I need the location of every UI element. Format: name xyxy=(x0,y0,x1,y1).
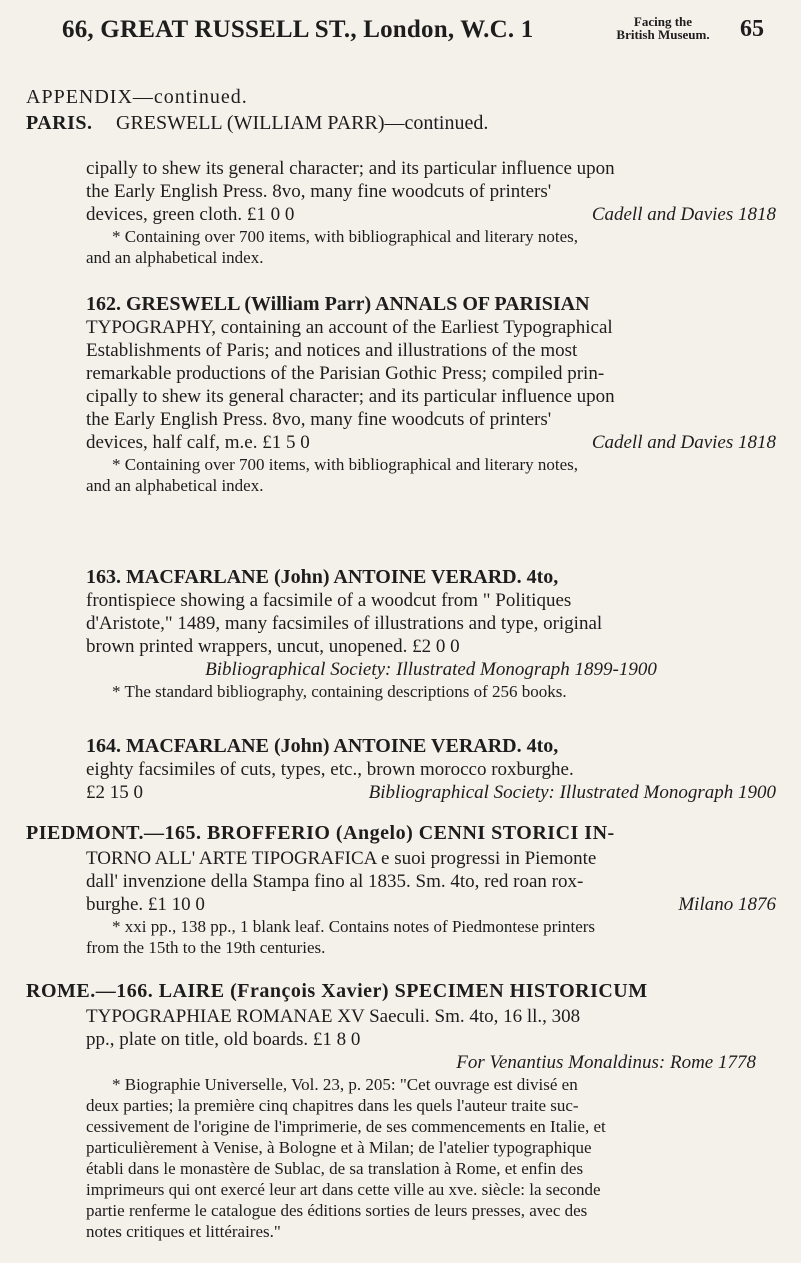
paris-heading: GRESWELL (WILLIAM PARR)—continued. xyxy=(116,112,489,134)
entry-title-line: 162. GRESWELL (William Parr) ANNALS OF PARISIAN xyxy=(86,293,590,315)
header-museum: British Museum. xyxy=(616,27,710,42)
note-line: and an alphabetical index. xyxy=(86,476,264,495)
entry-166 xyxy=(86,1005,776,1242)
header-facing: Facing the xyxy=(633,14,693,29)
entry-162 xyxy=(86,293,776,496)
text-line: TYPOGRAPHIAE ROMANAE XV Saeculi. Sm. 4to, 16 ll., 308 xyxy=(86,1006,581,1027)
running-header: 66, GREAT RUSSELL ST., London, W.C. 1 xyxy=(62,16,534,43)
note-line: and an alphabetical index. xyxy=(86,248,264,267)
text-line-with-imprint xyxy=(86,431,776,454)
price: £2 15 0 xyxy=(86,782,143,803)
entry-165 xyxy=(86,847,776,958)
entry-163 xyxy=(86,566,776,702)
entry-continued xyxy=(86,157,776,268)
publisher-line: For Venantius Monaldinus: Rome 1778 xyxy=(456,1052,756,1073)
page-number: 65 xyxy=(740,16,764,42)
text-line: remarkable productions of the Parisian Gothic Press; compiled prin- xyxy=(86,363,605,384)
text-line: eighty facsimiles of cuts, types, etc., brown morocco roxburghe. xyxy=(86,759,574,780)
text-line-with-imprint xyxy=(86,203,776,226)
note-line: * xxi pp., 138 pp., 1 blank leaf. Contains notes of Piedmontese printers xyxy=(112,917,596,936)
text-line: Establishments of Paris; and notices and illustrations of the most xyxy=(86,340,578,361)
text-line: frontispiece showing a facsimile of a woodcut from " Politiques xyxy=(86,590,572,611)
note-line: from the 15th to the 19th centuries. xyxy=(86,938,326,957)
note-line: cessivement de l'origine de l'imprimerie, de ses commencements en Italie, et xyxy=(86,1117,606,1136)
text-line: d'Aristote," 1489, many facsimiles of illustrations and type, original xyxy=(86,613,603,634)
entry-165-heading: PIEDMONT.—165. BROFFERIO (Angelo) CENNI STORICI IN- xyxy=(26,822,615,844)
text-line: burghe. £1 10 0 xyxy=(86,894,205,915)
text-line: devices, half calf, m.e. £1 5 0 xyxy=(86,432,310,453)
text-line: dall' invenzione della Stampa fino al 1835. Sm. 4to, red roan rox- xyxy=(86,871,584,892)
text-line: devices, green cloth. £1 0 0 xyxy=(86,204,295,225)
text-line-with-imprint xyxy=(86,781,776,804)
publisher-line: Bibliographical Society: Illustrated Monograph 1899-1900 xyxy=(205,659,657,680)
text-line: cipally to shew its general character; and its particular influence upon xyxy=(86,158,615,179)
note-line: * The standard bibliography, containing descriptions of 256 books. xyxy=(112,682,567,701)
text-line: TORNO ALL' ARTE TIPOGRAFICA e suoi progressi in Piemonte xyxy=(86,848,597,869)
text-line: cipally to shew its general character; and its particular influence upon xyxy=(86,386,615,407)
section-label-paris: PARIS. xyxy=(26,112,93,134)
imprint: Bibliographical Society: Illustrated Monograph 1900 xyxy=(368,782,776,803)
imprint: Cadell and Davies 1818 xyxy=(591,204,776,225)
note-line: * Containing over 700 items, with bibliographical and literary notes, xyxy=(112,227,578,246)
note-line: imprimeurs qui ont exercé leur art dans cette ville au xve. siècle: la seconde xyxy=(86,1180,601,1199)
text-line: pp., plate on title, old boards. £1 8 0 xyxy=(86,1029,361,1050)
entry-title-line: 164. MACFARLANE (John) ANTOINE VERARD. 4to, xyxy=(86,735,559,757)
note-line: partie renferme le catalogue des éditions sorties de leurs presses, avec des xyxy=(86,1201,588,1220)
imprint: Cadell and Davies 1818 xyxy=(591,432,776,453)
text-line: the Early English Press. 8vo, many fine woodcuts of printers' xyxy=(86,409,552,430)
note-line: particulièrement à Venise, à Bologne et à Milan; de l'atelier typographique xyxy=(86,1138,592,1157)
entry-title-line: 163. MACFARLANE (John) ANTOINE VERARD. 4to, xyxy=(86,566,559,588)
entry-164 xyxy=(86,735,776,804)
header-location-note xyxy=(608,15,718,41)
note-line: notes critiques et littéraires." xyxy=(86,1222,281,1241)
appendix-heading: APPENDIX—continued. xyxy=(26,86,248,108)
note-line: * Biographie Universelle, Vol. 23, p. 205: "Cet ouvrage est divisé en xyxy=(112,1075,578,1094)
text-line: the Early English Press. 8vo, many fine woodcuts of printers' xyxy=(86,181,552,202)
imprint: Milano 1876 xyxy=(678,894,776,915)
note-line: deux parties; la première cinq chapitres dans les quels l'auteur traite suc- xyxy=(86,1096,579,1115)
note-line: établi dans le monastère de Sublac, de sa translation à Rome, et enfin des xyxy=(86,1159,584,1178)
text-line: TYPOGRAPHY, containing an account of the Earliest Typographical xyxy=(86,317,613,338)
entry-166-heading: ROME.—166. LAIRE (François Xavier) SPECIMEN HISTORICUM xyxy=(26,980,648,1002)
text-line-with-imprint xyxy=(86,893,776,916)
text-line: brown printed wrappers, uncut, unopened. £2 0 0 xyxy=(86,636,460,657)
note-line: * Containing over 700 items, with bibliographical and literary notes, xyxy=(112,455,578,474)
